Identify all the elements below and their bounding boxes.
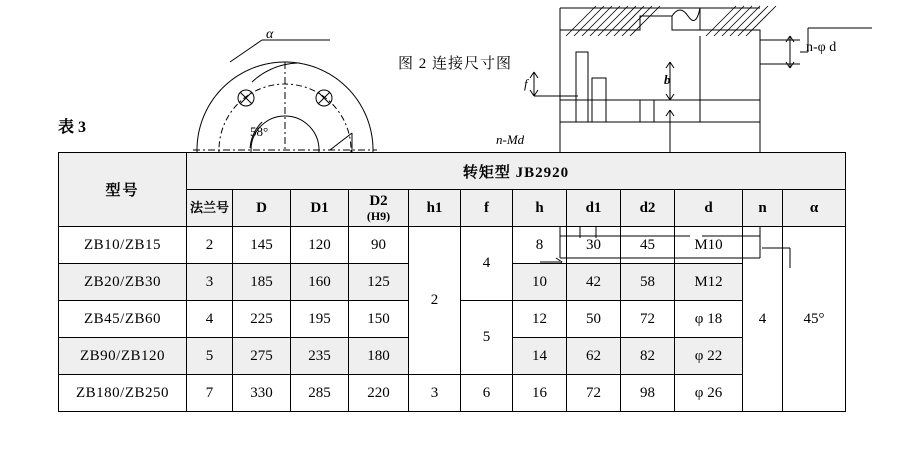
cell-d1: 50	[567, 301, 621, 338]
cell-d1: 72	[567, 375, 621, 412]
header-flange-no: 法兰号	[187, 190, 233, 227]
table-header-row-1	[59, 153, 846, 190]
cell-flange: 4	[187, 301, 233, 338]
label-n-md: n-Md	[496, 132, 525, 147]
header-h1: h1	[409, 190, 461, 227]
cell-d2-major: 220	[349, 375, 409, 412]
table-row	[59, 227, 846, 264]
cell-d: 275	[233, 338, 291, 375]
cell-d1-major: 120	[291, 227, 349, 264]
label-dim-f: f	[524, 76, 528, 91]
cell-d2-major: 150	[349, 301, 409, 338]
header-d2: d2	[621, 190, 675, 227]
cell-n-merged: 4	[743, 227, 783, 412]
cell-d2: 82	[621, 338, 675, 375]
header-d2-main: D2	[369, 192, 388, 209]
connection-dimension-drawing	[0, 0, 900, 152]
cell-d1-major: 285	[291, 375, 349, 412]
cell-h: 16	[513, 375, 567, 412]
cell-d: 225	[233, 301, 291, 338]
cell-d-small: φ 18	[675, 301, 743, 338]
cell-flange: 7	[187, 375, 233, 412]
header-d1: d1	[567, 190, 621, 227]
cell-h: 8	[513, 227, 567, 264]
cell-flange: 3	[187, 264, 233, 301]
cell-model: ZB20/ZB30	[59, 264, 187, 301]
header-f: f	[461, 190, 513, 227]
header-d-small: d	[675, 190, 743, 227]
cell-d1: 30	[567, 227, 621, 264]
label-dim-b: b	[664, 72, 671, 87]
cell-d1-major: 195	[291, 301, 349, 338]
cell-d: 145	[233, 227, 291, 264]
spec-table	[58, 152, 846, 412]
cell-h1: 3	[409, 375, 461, 412]
header-h: h	[513, 190, 567, 227]
figure-caption: 图 2 连接尺寸图	[398, 56, 513, 72]
cell-d1-major: 235	[291, 338, 349, 375]
label-n-phi-d: n-φ d	[806, 40, 837, 55]
cell-d-small: M12	[675, 264, 743, 301]
table-row	[59, 375, 846, 412]
header-alpha: α	[783, 190, 846, 227]
header-d1-major: D1	[291, 190, 349, 227]
cell-alpha-merged: 45°	[783, 227, 846, 412]
cell-d2: 72	[621, 301, 675, 338]
cell-flange: 5	[187, 338, 233, 375]
cell-model: ZB90/ZB120	[59, 338, 187, 375]
cell-f-merged-a: 4	[461, 227, 513, 301]
header-d2-tolerance: (H9)	[366, 208, 391, 223]
spec-table-wrapper	[58, 152, 845, 412]
figure-area	[0, 0, 900, 152]
cell-h: 10	[513, 264, 567, 301]
cell-f-merged-b: 5	[461, 301, 513, 375]
header-d2-major	[349, 190, 409, 227]
cell-d1-major: 160	[291, 264, 349, 301]
header-n: n	[743, 190, 783, 227]
cell-h1-merged: 2	[409, 227, 461, 375]
cell-h: 14	[513, 338, 567, 375]
cell-d-small: φ 22	[675, 338, 743, 375]
label-angle-58: 58°	[250, 124, 269, 139]
cell-d2: 58	[621, 264, 675, 301]
table-label: 表 3	[58, 119, 87, 136]
cell-model: ZB10/ZB15	[59, 227, 187, 264]
cell-d2-major: 125	[349, 264, 409, 301]
cell-d2-major: 90	[349, 227, 409, 264]
cell-d-small: φ 26	[675, 375, 743, 412]
cell-h: 12	[513, 301, 567, 338]
label-alpha: α	[266, 27, 274, 42]
cell-d: 330	[233, 375, 291, 412]
cell-d-small: M10	[675, 227, 743, 264]
cell-d1: 42	[567, 264, 621, 301]
cell-f: 6	[461, 375, 513, 412]
header-d: D	[233, 190, 291, 227]
cell-d2: 98	[621, 375, 675, 412]
cell-d2-major: 180	[349, 338, 409, 375]
cell-model: ZB45/ZB60	[59, 301, 187, 338]
cell-model: ZB180/ZB250	[59, 375, 187, 412]
header-group-title: 转矩型 JB2920	[187, 153, 846, 190]
cell-flange: 2	[187, 227, 233, 264]
cell-d1: 62	[567, 338, 621, 375]
cell-d2: 45	[621, 227, 675, 264]
header-model: 型号	[59, 153, 187, 227]
cell-d: 185	[233, 264, 291, 301]
